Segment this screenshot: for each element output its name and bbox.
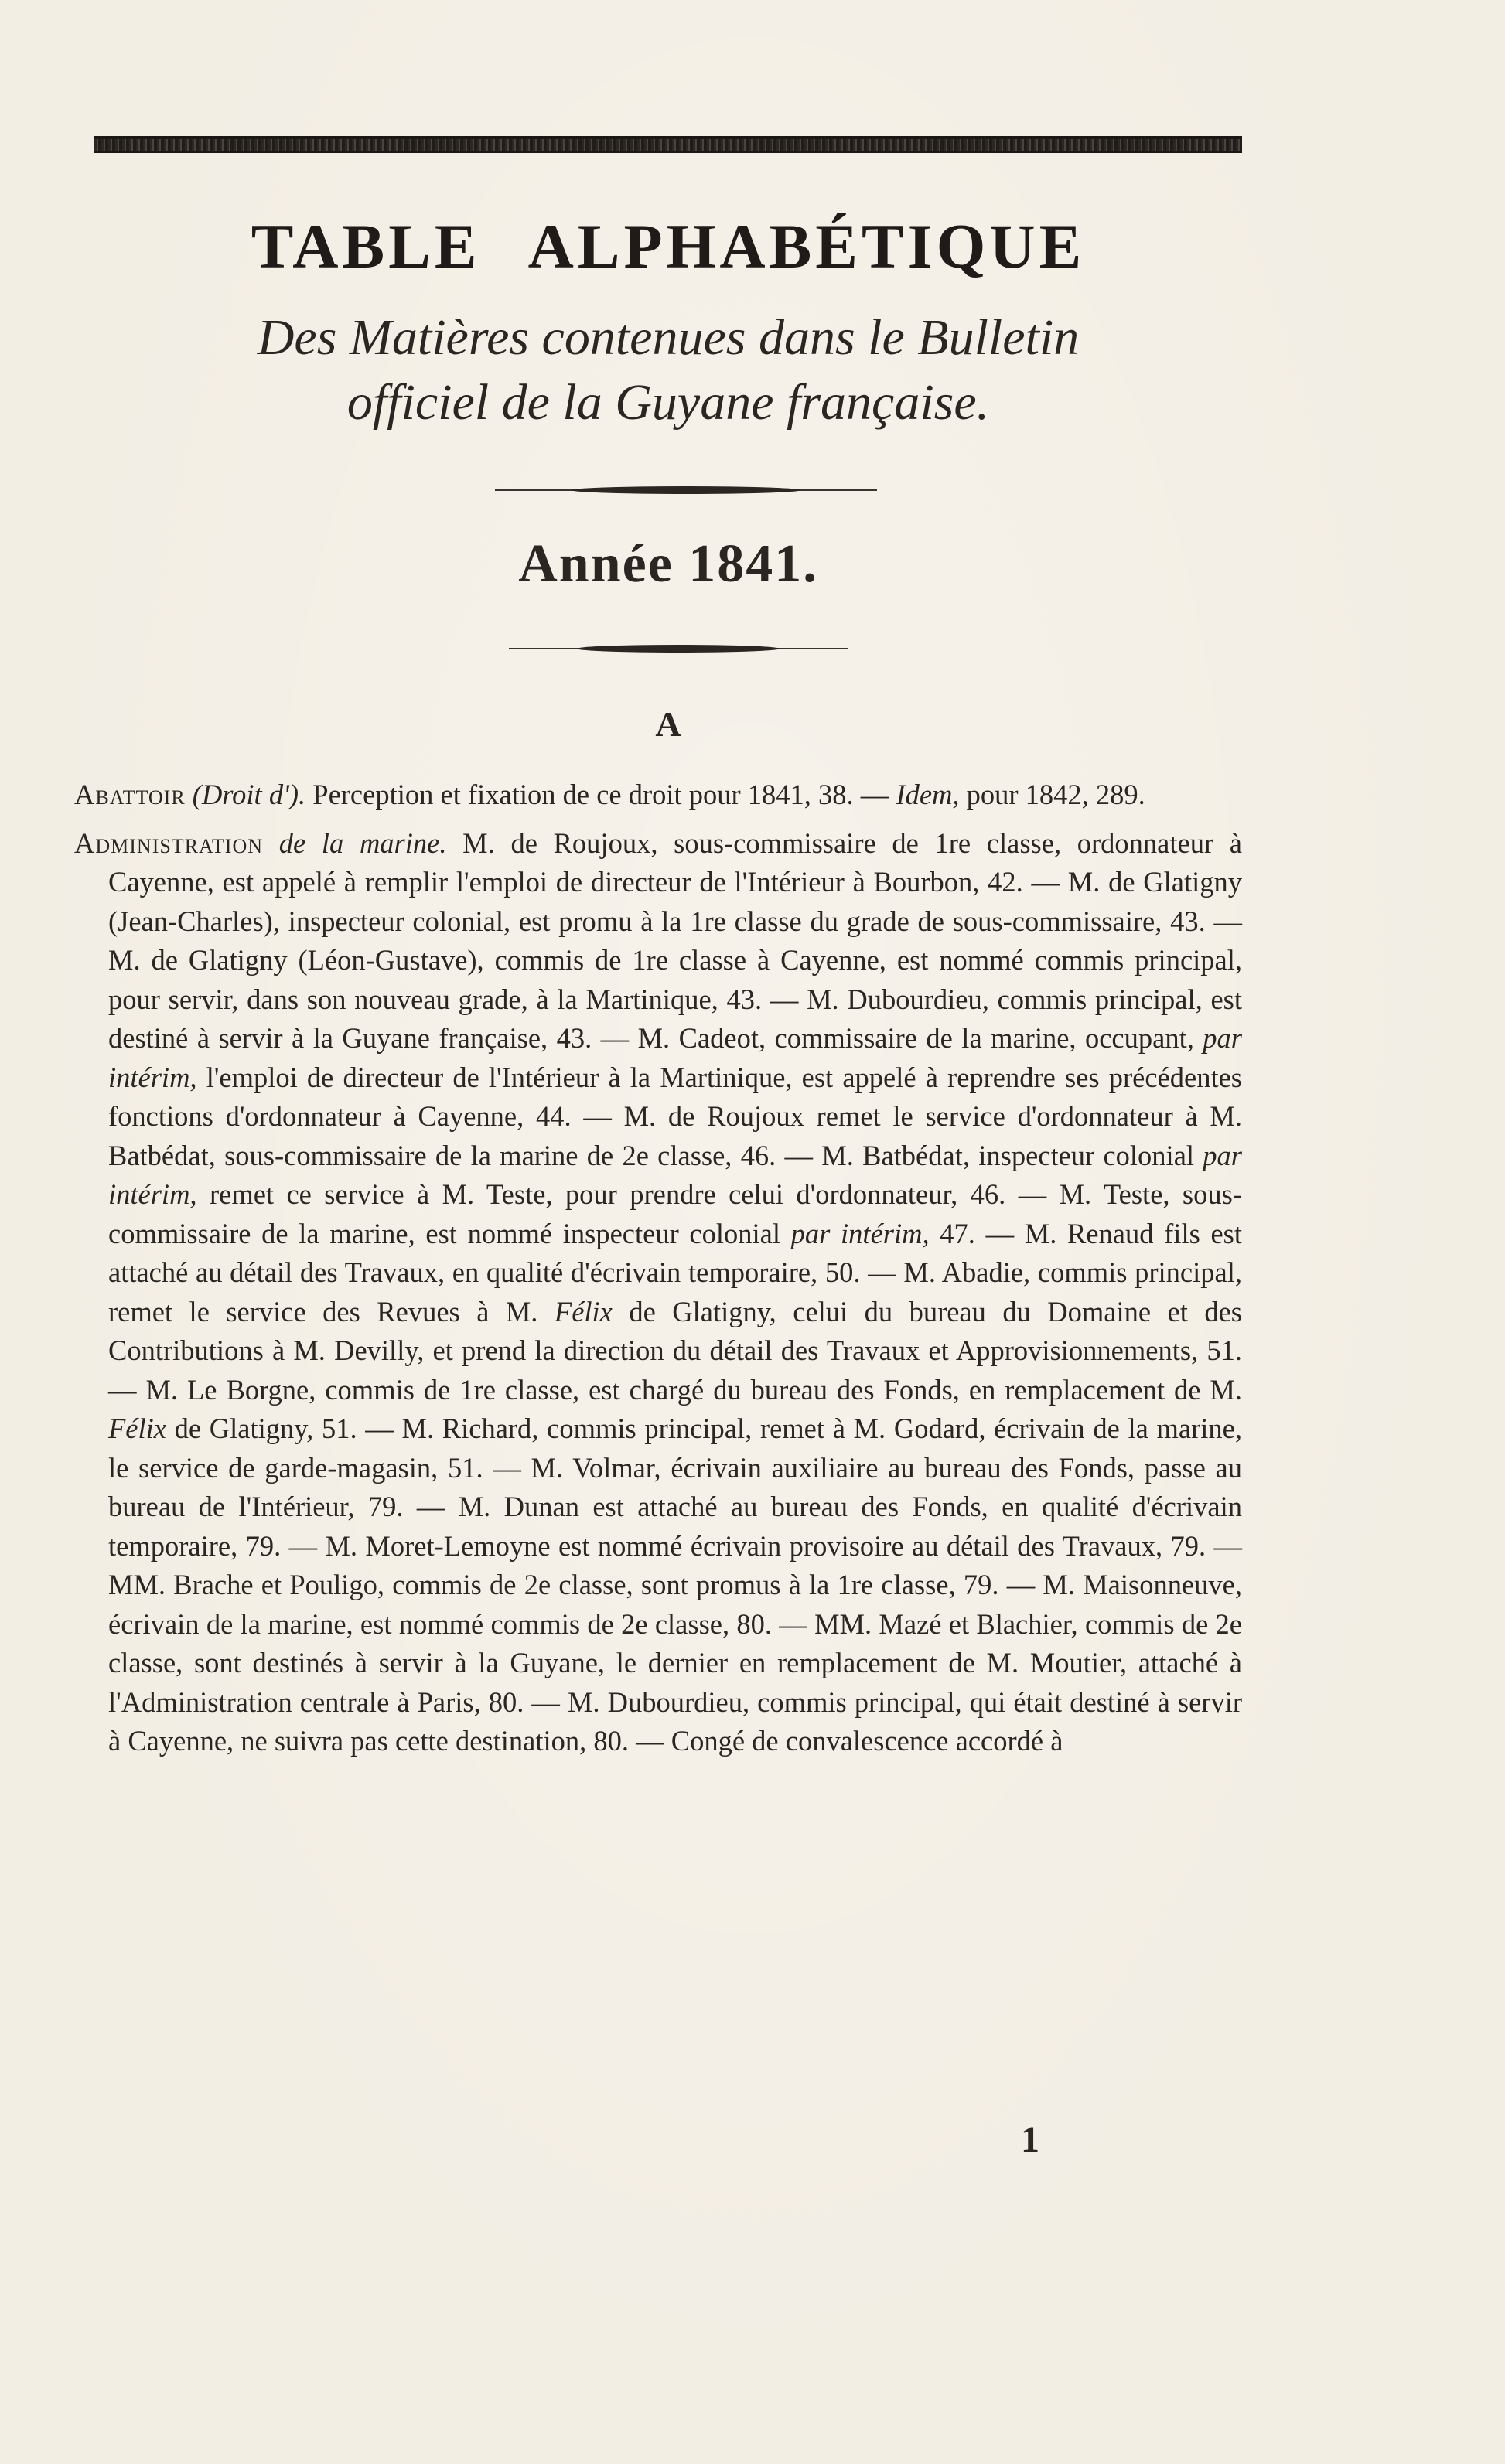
entry-italic-run: par intérim, bbox=[790, 1217, 930, 1249]
ornamental-rule-lower bbox=[509, 645, 848, 653]
entry-text-run: remet ce service à M. Teste, pour prendre celui d'ordonnateur, 46. — M. Teste, sous-commissaire de la marine, est nommé inspecteur colonial bbox=[108, 1178, 1242, 1249]
entry-italic-run: Félix bbox=[554, 1295, 613, 1327]
entry-qualifier: de la marine. bbox=[278, 826, 447, 859]
entry-italic-run: Félix bbox=[108, 1413, 166, 1444]
subtitle-line-1: Des Matières contenues dans le Bulletin bbox=[257, 309, 1080, 366]
index-entries bbox=[74, 775, 1242, 1770]
index-entry bbox=[74, 775, 1242, 815]
entry-qualifier: (Droit d'). bbox=[192, 779, 306, 810]
entry-italic-run: par intérim, bbox=[108, 1139, 1242, 1210]
entry-text-run: de Glatigny, 51. — M. Richard, commis principal, remet à M. Godard, écrivain de la marine, le service de garde-magasin, 51. — M. Volmar, écrivain auxiliaire au bureau des Fonds, passe au bureau de l'Intérieur, 79. — M. Dunan est attaché au bureau des Fonds, en qualité d'écrivain temporaire, 79. — M. Moret-Lemoyne est nommé écrivain provisoire au détail des Travaux, 79. — MM. Brache et Pouligo, commis de 2e classe, sont promus à la 1re classe, 79. — M. Maisonneuve, écrivain de la marine, est nommé commis de 2e classe, 80. — MM. Mazé et Blachier, commis de 2e classe, sont destinés à servir à la Guyane, le dernier en remplacement de M. Moutier, attaché à l'Administration centrale à Paris, 80. — M. Dubourdieu, commis principal, qui était destiné à servir à Cayenne, ne suivra pas cette destination, 80. — Congé de convalescence accordé à bbox=[108, 1413, 1242, 1757]
top-decorative-rule bbox=[94, 136, 1242, 153]
entry-body bbox=[305, 779, 1145, 810]
entry-italic-run: Idem, bbox=[896, 779, 960, 810]
page-subtitle bbox=[94, 305, 1242, 435]
signature-mark: 1 bbox=[1021, 2119, 1039, 2160]
entry-text-run: l'emploi de directeur de l'Intérieur à la Martinique, est appelé à reprendre ses précédentes fonctions d'ordonnateur à Cayenne, 44. — M. de Roujoux remet le service d'ordonnateur à M. Batbédat, sous-commissaire de la marine de 2e classe, 46. — M. Batbédat, inspecteur colonial bbox=[108, 1061, 1242, 1171]
entry-italic-run: par intérim, bbox=[108, 1022, 1242, 1093]
page-title: TABLE ALPHABÉTIQUE bbox=[251, 211, 1086, 281]
subtitle-line-2: officiel de la Guyane française. bbox=[346, 374, 990, 431]
entry-text-run: M. de Roujoux, sous-commissaire de 1re classe, ordonnateur à Cayenne, est appelé à remplir l'emploi de directeur de l'Intérieur à Bourbon, 42. — M. de Glatigny (Jean-Charles), inspecteur colonial, est promu à la 1re classe du grade de sous-commissaire, 43. — M. de Glatigny (Léon-Gustave), commis de 1re classe à Cayenne, est nommé commis principal, pour servir, dans son nouveau grade, à la Martinique, 43. — M. Dubourdieu, commis principal, est destiné à servir à la Guyane française, 43. — M. Cadeot, commissaire de la marine, occupant, bbox=[108, 826, 1242, 1054]
entry-text-run: pour 1842, 289. bbox=[959, 779, 1145, 810]
entry-headword: Administration bbox=[74, 826, 264, 859]
ornamental-rule-upper bbox=[495, 486, 877, 494]
entry-headword: Abattoir bbox=[74, 779, 186, 810]
section-letter: A bbox=[655, 704, 681, 744]
entry-text-run: de Glatigny, celui du bureau du Domaine et des Contributions à M. Devilly, et prend la direction du détail des Travaux et Approvisionnements, 51. — M. Le Borgne, commis de 1re classe, est chargé du bureau des Fonds, en remplacement de M. bbox=[108, 1295, 1243, 1406]
entry-text-run: Perception et fixation de ce droit pour 1841, 38. — bbox=[305, 779, 896, 810]
year-heading: Année 1841. bbox=[518, 534, 818, 594]
entry-body bbox=[108, 827, 1242, 1757]
index-entry bbox=[74, 824, 1242, 1761]
entry-text-run: 47. — M. Renaud fils est attaché au détail des Travaux, en qualité d'écrivain temporaire, 50. — M. Abadie, commis principal, remet le service des Revues à M. bbox=[108, 1217, 1242, 1327]
